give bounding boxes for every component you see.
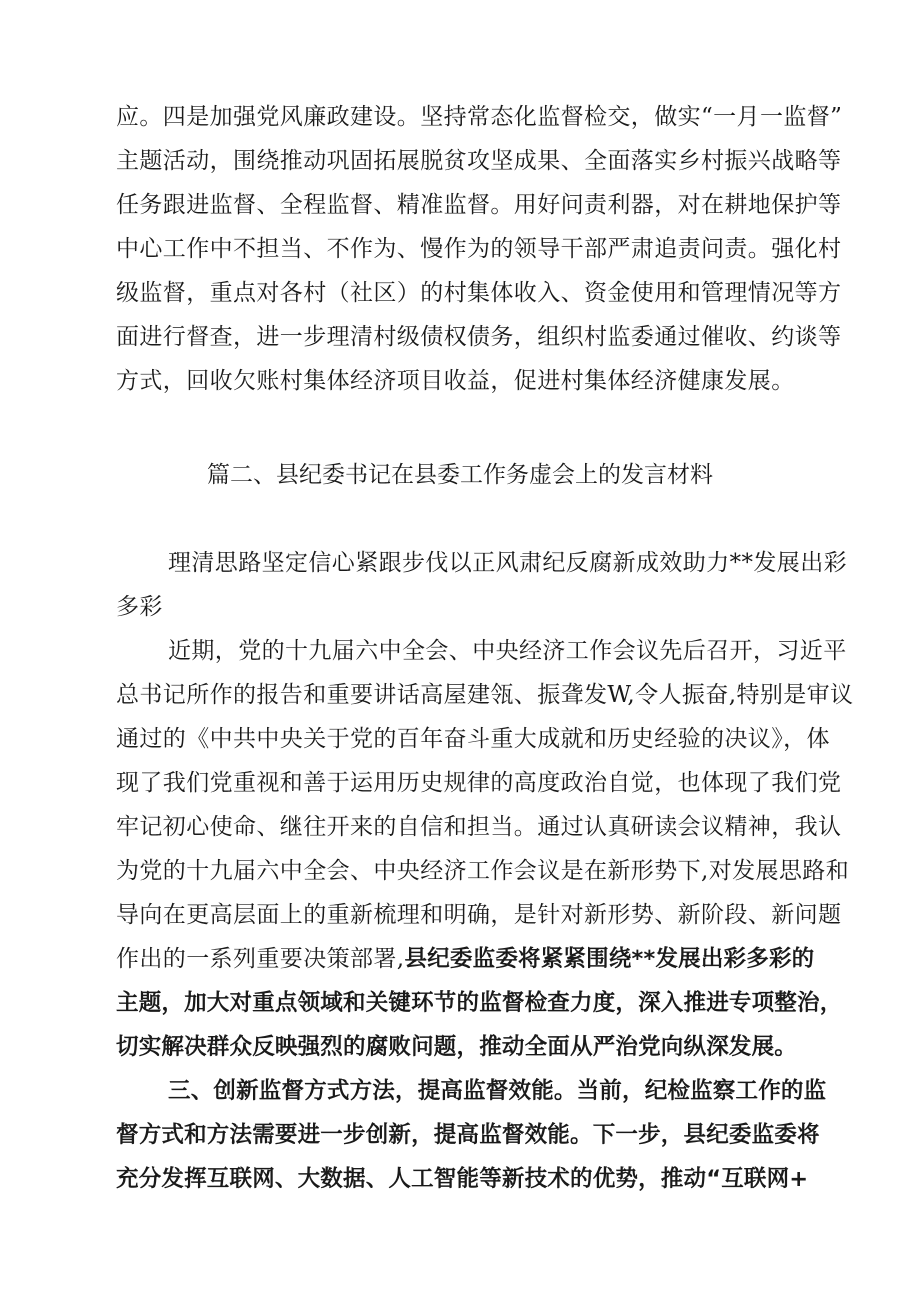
paragraph-text: 作出的一系列重要决策部署, bbox=[116, 946, 405, 972]
paragraph-bold-line: 督方式和方法需要进一步创新，提高监督效能。下一步，县纪委监委将 bbox=[116, 1122, 820, 1148]
paragraph-line: 面进行督查，进一步理清村级债权债务，组织村监委通过催收、约谈等 bbox=[116, 324, 842, 350]
paragraph-line: 近期，党的十九届六中全会、中央经济工作会议先后召开，习近平 bbox=[168, 638, 847, 664]
paragraph-line: 主题活动，围绕推动巩固拓展脱贫攻坚成果、全面落实乡村振兴战略等 bbox=[116, 148, 842, 174]
subtitle-line: 理清思路坚定信心紧跟步伐以正风肃纪反腐新成效助力**发展出彩 bbox=[168, 550, 847, 576]
paragraph-bold-line: 主题，加大对重点领域和关键环节的监督检查力度，深入推进专项整治， bbox=[116, 990, 843, 1016]
paragraph-bold-line: 充分发挥互联网、大数据、人工智能等新技术的优势，推动“互联网+ bbox=[116, 1166, 809, 1192]
paragraph-line: 为党的十九届六中全会、中央经济工作会议是在新形势下,对发展思路和 bbox=[116, 858, 850, 884]
paragraph-line: 通过的《中共中央关于党的百年奋斗重大成就和历史经验的决议》，体 bbox=[116, 726, 830, 752]
section-heading: 篇二、县纪委书记在县委工作务虚会上的发言材料 bbox=[207, 462, 713, 488]
paragraph-line: 任务跟进监督、全程监督、精准监督。用好问责利器，对在耕地保护等 bbox=[116, 192, 842, 218]
paragraph-line: 级监督，重点对各村（社区）的村集体收入、资金使用和管理情况等方 bbox=[116, 280, 842, 306]
paragraph-line: 现了我们党重视和善于运用历史规律的高度政治自觉，也体现了我们党 bbox=[116, 770, 842, 796]
paragraph-line: 总书记所作的报告和重要讲话高屋建瓴、振聋发W,令人振奋,特别是审议 bbox=[116, 682, 854, 708]
paragraph-bold-text: 县纪委监委将紧紧围绕**发展出彩多彩的 bbox=[404, 946, 815, 972]
paragraph-line: 牢记初心使命、继往开来的自信和担当。通过认真研读会议精神，我认 bbox=[116, 814, 842, 840]
paragraph-line: 方式，回收欠账村集体经济项目收益，促进村集体经济健康发展。 bbox=[116, 368, 795, 394]
paragraph-line: 中心工作中不担当、不作为、慢作为的领导干部严肃追责问责。强化村 bbox=[116, 236, 842, 262]
paragraph-bold-line: 切实解决群众反映强烈的腐败问题，推动全面从严治党向纵深发展。 bbox=[116, 1034, 798, 1060]
paragraph-bold-line: 三、创新监督方式方法，提高监督效能。当前，纪检监察工作的监 bbox=[168, 1078, 827, 1104]
paragraph-line: 应。四是加强党风廉政建设。坚持常态化监督检交，做实“一月一监督” bbox=[116, 104, 843, 130]
paragraph-line-mixed bbox=[116, 943, 836, 975]
subtitle-line: 多彩 bbox=[116, 594, 163, 620]
paragraph-line: 导向在更高层面上的重新梳理和明确，是针对新形势、新阶段、新问题 bbox=[116, 902, 842, 928]
